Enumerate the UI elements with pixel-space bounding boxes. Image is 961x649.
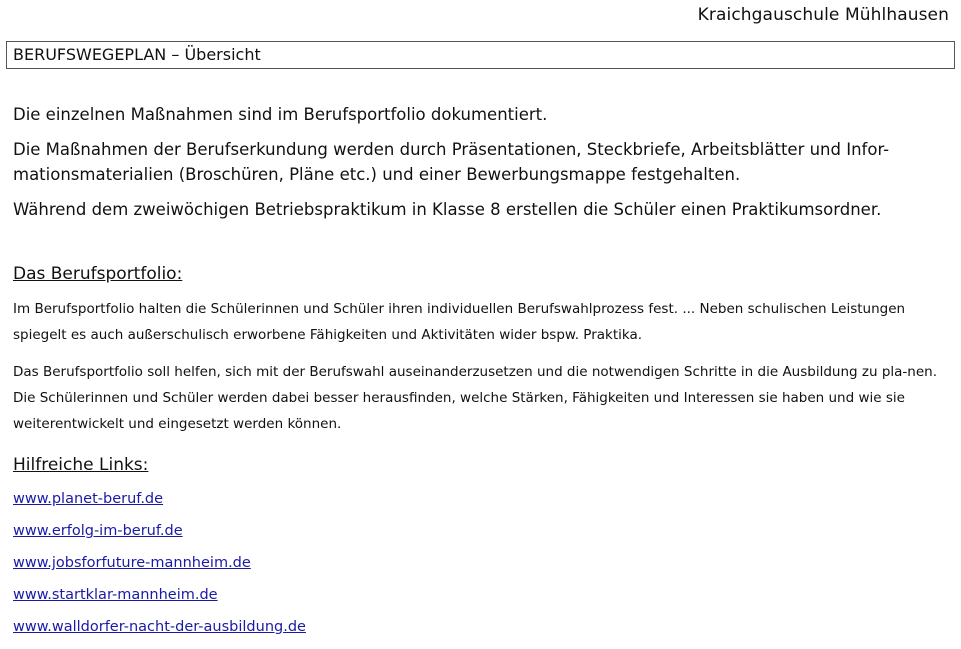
intro-paragraph-2: Die Maßnahmen der Berufserkundung werden durch Präsentationen, Steckbriefe, Arbeitsblätter und Infor-mationsmaterialien (Broschüren, Pläne etc.) und einer Bewerbungsmappe festgehalten. (13, 140, 890, 184)
page-title-box (6, 41, 955, 69)
link-erfolg-im-beruf[interactable]: www.erfolg-im-beruf.de (13, 523, 183, 539)
link-walldorfer-nacht[interactable]: www.walldorfer-nacht-der-ausbildung.de (13, 619, 306, 635)
page-title: BERUFSWEGEPLAN – Übersicht (13, 45, 261, 64)
intro-paragraph-1 (13, 102, 948, 127)
portfolio-section (13, 296, 948, 448)
link-planet-beruf[interactable]: www.planet-beruf.de (13, 491, 164, 507)
intro-p1-after: dokumentiert. (425, 105, 548, 124)
school-name: Kraichgauschule Mühlhausen (697, 5, 949, 25)
links-heading: Hilfreiche Links: (13, 455, 149, 475)
intro-paragraph-3: Während dem zweiwöchigen Betriebspraktikum in Klasse 8 erstellen die Schüler einen Praktikumsordner. (13, 200, 882, 219)
portfolio-paragraph-2: Das Berufsportfolio soll helfen, sich mit der Berufswahl auseinanderzusetzen und die notwendigen Schritte in die Ausbildung zu pla-nen. Die Schülerinnen und Schüler werden dabei besser herausfinden, welche Stärken, Fähigkeiten und Interessen sie haben und wie sie weiterentwickelt und eingesetzt werden können. (13, 364, 937, 432)
intro-p1-bold: Berufsportfolio (303, 105, 426, 124)
intro-p1-before: Die einzelnen Maßnahmen sind im (13, 105, 304, 124)
portfolio-p1-bold: Berufsportfolio (34, 301, 135, 317)
portfolio-p1-after: halten die Schülerinnen und Schüler ihren individuellen Berufswahlprozess fest. ... Neben schulischen Leistungen spiegelt es auch außerschulisch erworbene Fähigkeiten und Aktivitäten wider bspw. Praktika. (13, 301, 906, 343)
link-jobsforfuture-mannheim[interactable]: www.jobsforfuture-mannheim.de (13, 555, 251, 571)
intro-section (13, 102, 948, 232)
portfolio-p1-before: Im (13, 301, 35, 317)
portfolio-paragraph-1 (13, 296, 948, 348)
links-list (13, 488, 306, 648)
portfolio-heading: Das Berufsportfolio: (13, 264, 183, 284)
link-startklar-mannheim[interactable]: www.startklar-mannheim.de (13, 587, 218, 603)
